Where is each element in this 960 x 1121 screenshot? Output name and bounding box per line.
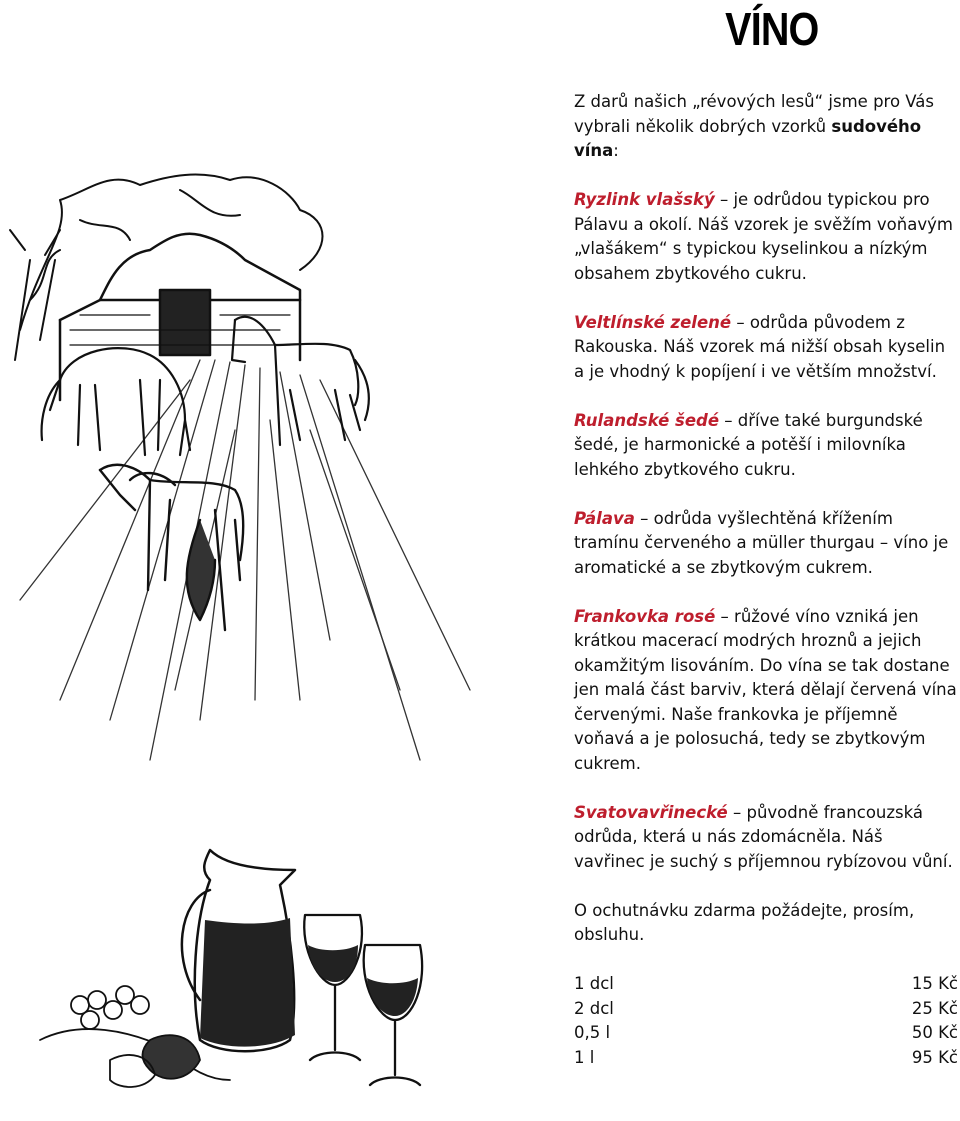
intro-bold-text: sudového vína	[574, 116, 922, 160]
price-size: 1 dcl	[574, 974, 614, 993]
price-value: 15 Kč	[911, 974, 958, 993]
intro-text: Z darů našich „révových lesů“ jsme pro Vás vybrali několik dobrých vzorků	[574, 92, 935, 136]
price-value: 25 Kč	[911, 998, 958, 1018]
price-size: 0,5 l	[574, 1023, 611, 1042]
wine-description: – původně francouzská odrůda, která u nás zdomácněla. Náš vavřinec je suchý s příjemnou rybízovou vůní.	[574, 802, 953, 871]
price-value: 95 Kč	[911, 1047, 958, 1067]
wine-description: – je odrůdou typickou pro Pálavu a okolí. Náš vzorek je svěžím voňavým „vlašákem“ s typickou kyselinkou a nízkým obsahem zbytkového cukru.	[574, 190, 953, 283]
wine-description: – odrůda původem z Rakouska. Náš vzorek má nižší obsah kyselin a je vhodný k popíjení i ve větším množství.	[574, 312, 946, 381]
price-row	[574, 972, 958, 997]
price-value: 50 Kč	[911, 1023, 958, 1042]
wine-menu-text	[574, 90, 958, 1070]
wine-item	[574, 188, 958, 286]
price-row	[574, 1046, 958, 1071]
wine-name: Veltlínské zelené	[574, 312, 732, 332]
page-title: VÍNO	[724, 3, 818, 55]
price-row	[574, 1021, 958, 1046]
wine-description: – dříve také burgundské šedé, je harmonické a potěší i milovníka lehkého zbytkového cukru.	[574, 410, 923, 479]
wine-item	[574, 507, 958, 581]
wine-description: – odrůda vyšlechtěná křížením tramínu červeného a müller thurgau – víno je aromatické a se zbytkovým cukrem.	[574, 508, 949, 577]
intro-paragraph	[574, 90, 958, 164]
wine-item	[574, 801, 958, 875]
wine-name: Frankovka rosé	[574, 606, 716, 626]
price-row	[574, 997, 958, 1022]
wine-item	[574, 409, 958, 483]
wine-description: – růžové víno vzniká jen krátkou macerací modrých hroznů a jejich okamžitým lisováním. Do vína se tak dostane jen malá část barviv, která dělají červená vína červenými. Naše frankovka je příjemně voňavá a je polosuchá, tedy se zbytkovým cukrem.	[574, 606, 957, 773]
tasting-note: O ochutnávku zdarma požádejte, prosím, obsluhu.	[574, 900, 915, 944]
wine-item	[574, 605, 958, 777]
intro-colon: :	[613, 141, 619, 160]
price-size: 1 l	[574, 1047, 595, 1067]
wine-name: Pálava	[574, 508, 635, 528]
wine-name: Svatovavřinecké	[574, 802, 728, 822]
wine-name: Rulandské šedé	[574, 410, 720, 430]
price-list	[574, 972, 958, 1070]
wine-item	[574, 311, 958, 385]
price-size: 2 dcl	[574, 998, 614, 1018]
wine-name: Ryzlink vlašský	[574, 190, 715, 209]
